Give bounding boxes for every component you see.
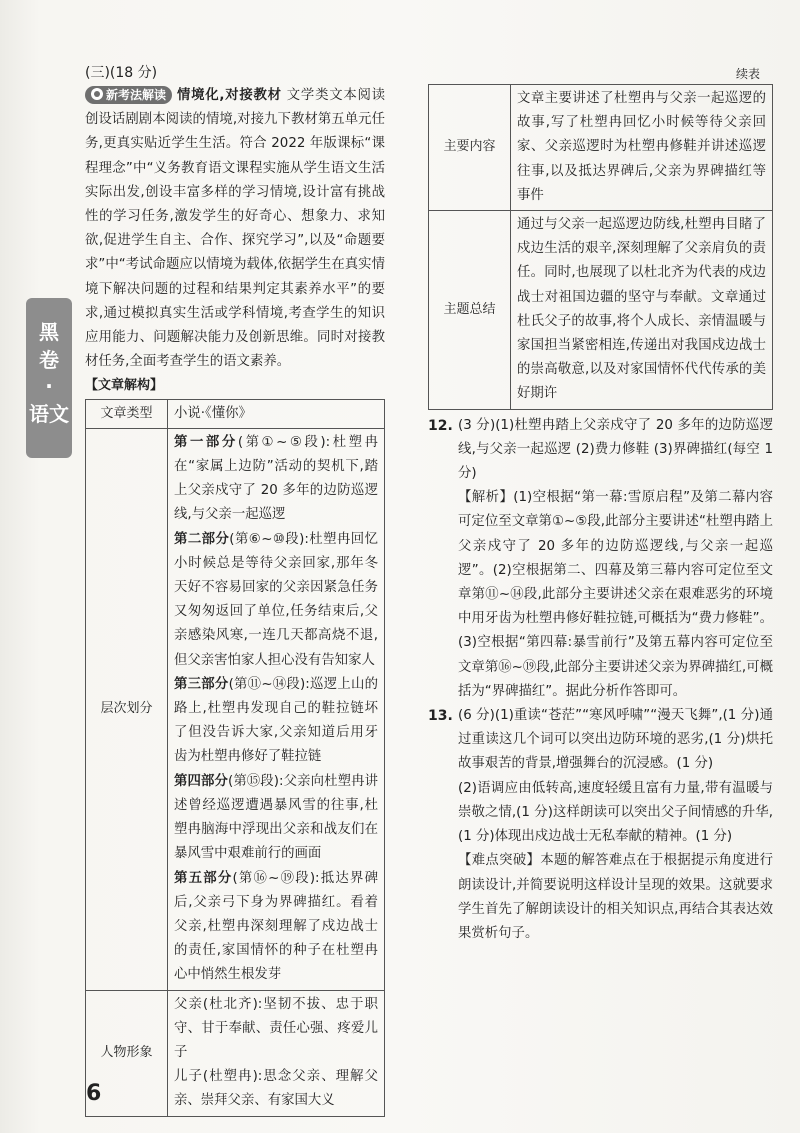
side-tab-char: 黑 <box>39 320 59 344</box>
layer-text: (第⑥~⑩段):杜塑冉回忆小时候总是等待父亲回家,那年冬天好不容易回家的父亲因紧急任务又匆匆返回了单位,任务结束后,父亲感染风寒,一连几天都高烧不退,但父亲害怕家人担心没有告知家人 <box>174 531 378 668</box>
analysis-heading: 【文章解构】 <box>85 378 164 394</box>
image-label: 人物形象 <box>86 990 168 1116</box>
difficulty-line: 【难点突破】本题的解答难点在于根据提示角度进行朗读设计,并简要说明这样设计呈现的效果。这就要求学生首先了解朗读设计的相关知识点,再结合其表达效果赏析句子。 <box>458 853 773 941</box>
section-title: (三)(18 分) <box>85 65 158 81</box>
structure-table <box>85 399 385 1117</box>
left-column <box>85 62 385 1117</box>
question-12 <box>428 414 773 704</box>
table-row <box>429 85 773 211</box>
intro-paragraph <box>85 84 385 374</box>
table-row <box>86 428 385 990</box>
layer-text: (第⑮段):父亲向杜塑冉讲述曾经巡逻遭遇暴风雪的往事,杜塑冉脑海中浮现出父亲和战友们在暴风雪中艰难前行的画面 <box>174 773 378 862</box>
answer-line: (3 分)(1)杜塑冉踏上父亲戍守了 20 多年的边防巡逻线,与父亲一起巡逻 (2)费力修鞋 (3)界碑描红(每空 1 分) <box>458 417 773 482</box>
type-label: 文章类型 <box>86 399 168 428</box>
layer-title: 第三部分 <box>174 676 229 692</box>
summary-label: 主题总结 <box>429 211 511 410</box>
table-row <box>429 211 773 410</box>
badge-dot-icon <box>91 88 103 100</box>
intro-lead: 情境化,对接教材 <box>177 88 282 103</box>
table-row <box>86 399 385 428</box>
layer-title: 第四部分 <box>174 773 228 789</box>
side-tab <box>26 298 72 458</box>
side-tab-char: 语文 <box>29 402 69 426</box>
layer-item <box>174 528 378 673</box>
layer-item <box>174 673 378 770</box>
answer-line: (6 分)(1)重读“苍茫”“寒风呼啸”“漫天飞舞”,(1 分)通过重读这几个词可以突出边防环境的恶劣,(1 分)烘托故事艰苦的背景,增强舞台的沉浸感。(1 分) <box>458 708 773 772</box>
image-line: 父亲(杜北齐):坚韧不拔、忠于职守、甘于奉献、责任心强、疼爱儿子 <box>174 996 378 1060</box>
question-number: 13. <box>428 708 453 725</box>
content-label: 主要内容 <box>429 85 511 211</box>
table-row <box>86 990 385 1116</box>
side-tab-char: 卷 <box>39 348 59 372</box>
image-cell <box>168 990 385 1116</box>
right-column <box>428 62 773 946</box>
layer-title: 第二部分 <box>174 531 230 547</box>
layer-item <box>174 867 378 988</box>
summary-text: 通过与父亲一起巡逻边防线,杜塑冉目睹了戍边生活的艰辛,深刻理解了父亲肩负的责任。同时,也展现了以杜北齐为代表的戍边战士对祖国边疆的坚守与奉献。文章通过杜氏父子的故事,将个人成长、亲情温暖与家国担当紧密相连,传递出对我国戍边战士的崇高敬意,以及对家国情怀代代传承的美好期许 <box>511 211 773 410</box>
continue-label: 续表 <box>735 67 760 81</box>
question-13 <box>428 704 773 946</box>
page-number: 6 <box>86 1081 102 1106</box>
layer-text: (第⑪~⑭段):巡逻上山的路上,杜塑冉发现自己的鞋拉链坏了但没告诉大家,父亲知道后用牙齿为杜塑冉修好了鞋拉链 <box>174 676 378 765</box>
intro-badge <box>85 86 172 104</box>
layer-text: (第⑯~⑲段):抵达界碑后,父亲弓下身为界碑描红。看着父亲,杜塑冉深刻理解了戍边战士的责任,家国情怀的种子在杜塑冉心中悄然生根发芽 <box>174 870 379 983</box>
layer-item <box>174 770 378 867</box>
question-body <box>458 704 773 946</box>
side-tab-char: · <box>45 374 53 398</box>
continued-table <box>428 84 773 410</box>
type-value: 小说·《懂你》 <box>168 399 385 428</box>
layers-cell <box>168 428 385 990</box>
layers-label: 层次划分 <box>86 428 168 990</box>
content-text: 文章主要讲述了杜塑冉与父亲一起巡逻的故事,写了杜塑冉回忆小时候等待父亲回家、父亲巡逻时为杜塑冉修鞋并讲述巡逻往事,以及抵达界碑后,父亲为界碑描红等事件 <box>511 85 773 211</box>
layer-item <box>174 431 378 528</box>
layer-text: (第①~⑤段):杜塑冉在“家属上边防”活动的契机下,踏上父亲戍守了 20 多年的边防巡逻线,与父亲一起巡逻 <box>174 434 378 523</box>
analysis-line: 【解析】(1)空根据“第一幕:雪原启程”及第二幕内容可定位至文章第①~⑤段,此部分主要讲述“杜塑冉踏上父亲戍守了 20 多年的边防巡逻线,与父亲一起巡逻”。(2)空根据第二、四幕及第三幕内容可定位至文章第⑪~⑭段,此部分主要讲述父亲在艰难恶劣的环境中用牙齿为杜塑冉修好鞋拉链,可概括为“费力修鞋”。(3)空根据“第四幕:暴雪前行”及第五幕内容可定位至文章第⑯~⑲段,此部分主要讲述父亲为界碑描红,可概括为“界碑描红”。据此分析作答即可。 <box>458 490 773 699</box>
question-number: 12. <box>428 417 453 434</box>
layer-title: 第一部分 <box>174 434 238 450</box>
intro-text: 文学类文本阅读创设话剧剧本阅读的情境,对接九下教材第五单元任务,更真实贴近学生生活。符合 2022 年版课标“课程理念”中“义务教育语文课程实施从学生语文生活实际出发,创设丰富多样的学习情境,设计富有挑战性的学习任务,激发学生的好奇心、想象力、求知欲,促进学生自主、合作、探究学习”,以及“命题要求”中“考试命题应以情境为载体,依据学生在真实情境下解决问题的过程和结果判定其素养水平”的要求,通过模拟真实生活或学科情境,考查学生的知识应用能力、问题解决能力及创新思维。同时对接教材任务,全面考查学生的语文素养。 <box>85 88 385 370</box>
answer-line: (2)语调应由低转高,速度轻缓且富有力量,带有温暖与崇敬之情,(1 分)这样朗读可以突出父子间情感的升华,(1 分)体现出戍边战士无私奉献的精神。(1 分) <box>458 780 773 845</box>
layer-title: 第五部分 <box>174 870 233 886</box>
question-body <box>458 414 773 704</box>
intro-badge-label: 新考法解读 <box>106 88 167 102</box>
image-line: 儿子(杜塑冉):思念父亲、理解父亲、崇拜父亲、有家国大义 <box>174 1069 378 1109</box>
